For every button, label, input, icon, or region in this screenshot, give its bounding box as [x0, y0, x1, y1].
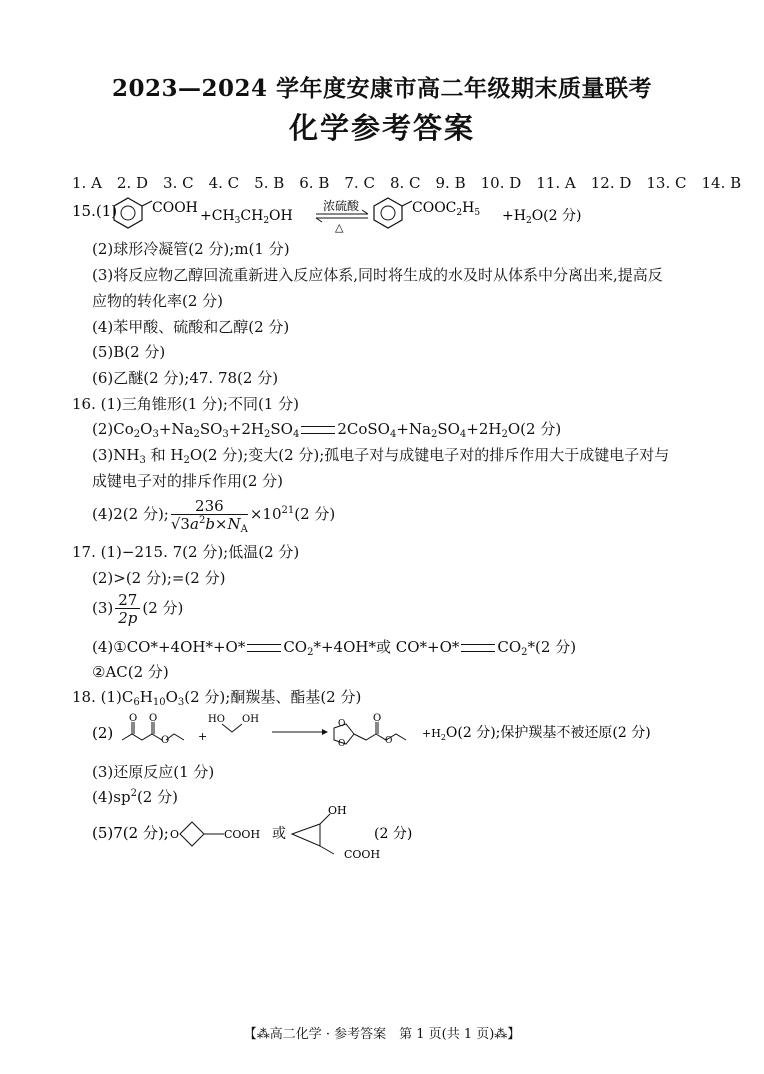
mc-answer: 14. B — [701, 174, 742, 192]
q18-part3: (3)还原反应(1 分) — [92, 763, 215, 781]
svg-text:O: O — [149, 713, 158, 724]
svg-text:OH: OH — [242, 714, 259, 725]
mc-answer: 2. D — [116, 174, 149, 192]
mc-answer: 9. B — [435, 174, 466, 192]
q17-part1: 17. (1)−215. 7(2 分);低温(2 分) — [72, 543, 300, 561]
oxetane-ring-structure — [180, 822, 224, 846]
svg-text:COOC2H5: $COOC_2H_5$ — [412, 200, 481, 218]
svg-text:O: O — [129, 713, 138, 724]
svg-text:+: + — [198, 730, 208, 743]
q16-part3a: $(3)NH_3$ 和 $H_2O(2$ 分);变大(2 分);孤电子对与成键电子对的排斥作用大于成键电子对与 — [92, 446, 670, 466]
mc-answer: 10. D — [480, 174, 522, 192]
reaction-arrow — [272, 729, 328, 735]
reaction-arrow — [316, 198, 368, 234]
mc-answer: 13. C — [646, 174, 687, 192]
q15-part3b: 应物的转化率(2 分) — [92, 292, 224, 310]
cyclopropane-structure — [292, 814, 334, 854]
q17-part2: (2)>(2 分);=(2 分) — [92, 569, 226, 587]
ethanol-prefix: +CH — [200, 208, 235, 224]
mc-answer: 1. A — [72, 174, 102, 192]
mc-answer: 3. C — [163, 174, 194, 192]
svg-text:COOH: COOH — [344, 848, 381, 861]
heat-label: △ — [335, 221, 344, 234]
q18-isomers — [92, 806, 512, 862]
page-footer: 【⁂高二化学 · 参考答案 第 1 页(共 1 页)⁂】 — [243, 1027, 521, 1042]
q16-part3b: 成键电子对的排斥作用(2 分) — [92, 472, 284, 490]
svg-text:O: O — [161, 735, 170, 746]
fraction: $\frac{27}{2p}$ — [115, 592, 140, 627]
svg-text:O: O — [338, 739, 346, 749]
svg-text:+H2O(2 分): $+H_2O(2$ 分) — [502, 208, 582, 226]
mc-answer: 7. C — [344, 174, 375, 192]
svg-text:HO: HO — [208, 714, 225, 725]
exam-title: 2023—2024 学年度安康市高二年级期末质量联考 — [111, 75, 653, 102]
ester-text: COOC — [412, 200, 457, 216]
svg-text:(5)7(2 分);: (5)7(2 分); — [92, 824, 169, 842]
q15-part5: (5)B(2 分) — [92, 343, 166, 361]
q15-part4: (4)苯甲酸、硫酸和乙醇(2 分) — [92, 318, 290, 336]
benzene-ring-1 — [114, 198, 152, 228]
svg-text:COOH: COOH — [224, 828, 261, 841]
mc-answer: 6. B — [299, 174, 330, 192]
ethyl-acetoacetate-structure — [122, 722, 184, 740]
q15-part3a: (3)将反应物乙醇回流重新进入反应体系,同时将生成的水及时从体系中分离出来,提高反 — [92, 266, 663, 284]
svg-text:+H2O(2 分);保护羰基不被还原(2 分): $+H_2O(2$ 分);保护羰基不被还原(2 分) — [422, 725, 651, 742]
mc-answer: 11. A — [536, 174, 576, 192]
mc-answer: 8. C — [389, 174, 421, 192]
benzene-ring-2 — [374, 198, 412, 228]
q18-reaction — [92, 710, 692, 754]
q17-part3: (3) $\frac{27}{2p}$ (2 分) — [92, 590, 184, 627]
q15-label: 15.(1) — [72, 202, 118, 220]
equals-sign — [301, 426, 335, 434]
svg-text:O: O — [385, 736, 393, 746]
svg-text:+CH3CH2OH: $+CH_3CH_2OH$ — [200, 208, 293, 226]
q17-part4: (4)①CO*+4OH*+O* $CO_2*+4OH*$或 CO*+O* $CO_2*(2$ 分) — [92, 638, 577, 658]
q18-part1: 18. $(1)C_6H_{10}O_3(2$ 分);酮羰基、酯基(2 分) — [72, 688, 362, 708]
equals-sign — [461, 644, 495, 652]
q16-part2: $(2)Co_2O_3+Na_2SO_3+2H_2SO_4$ $2CoSO_4+Na_2SO_4+2H_2O(2$ 分) — [92, 420, 562, 440]
q17-part4b: ②AC(2 分) — [92, 663, 169, 681]
answer-title: 化学参考答案 — [288, 111, 475, 145]
water-text: +H — [502, 208, 526, 224]
mc-answer: 5. B — [254, 174, 285, 192]
svg-text:O: O — [338, 719, 346, 729]
cooh-text: COOH — [152, 200, 198, 216]
equals-sign — [247, 644, 281, 652]
svg-text:(2): (2) — [92, 724, 114, 742]
svg-text:OH: OH — [328, 804, 347, 817]
svg-text:(2 分): (2 分) — [374, 826, 413, 842]
svg-text:O: O — [170, 828, 180, 841]
q15-equation — [72, 198, 692, 234]
q15-part6: (6)乙醚(2 分);47. 78(2 分) — [92, 369, 279, 387]
q16-part1: 16. (1)三角锥形(1 分);不同(1 分) — [72, 395, 299, 413]
q16-part4: (4)2(2 分); $\frac{236}{√3a^2b\times N_A}$ $\times 10^{21}(2$ 分) — [92, 496, 336, 535]
mc-answers — [72, 174, 756, 192]
svg-text:O: O — [373, 713, 382, 724]
q15-part2: (2)球形冷凝管(2 分);m(1 分) — [92, 240, 290, 258]
svg-text:或: 或 — [272, 826, 286, 842]
mc-answer: 12. D — [590, 174, 632, 192]
catalyst-label: 浓硫酸 — [323, 199, 360, 213]
ethylene-glycol-structure — [222, 724, 242, 732]
q18-part4: $(4)sp^2(2$ 分) — [92, 788, 178, 806]
mc-answer: 4. C — [208, 174, 240, 192]
fraction: $\frac{236}{√3a^2b\times N_A}$ — [170, 496, 248, 535]
